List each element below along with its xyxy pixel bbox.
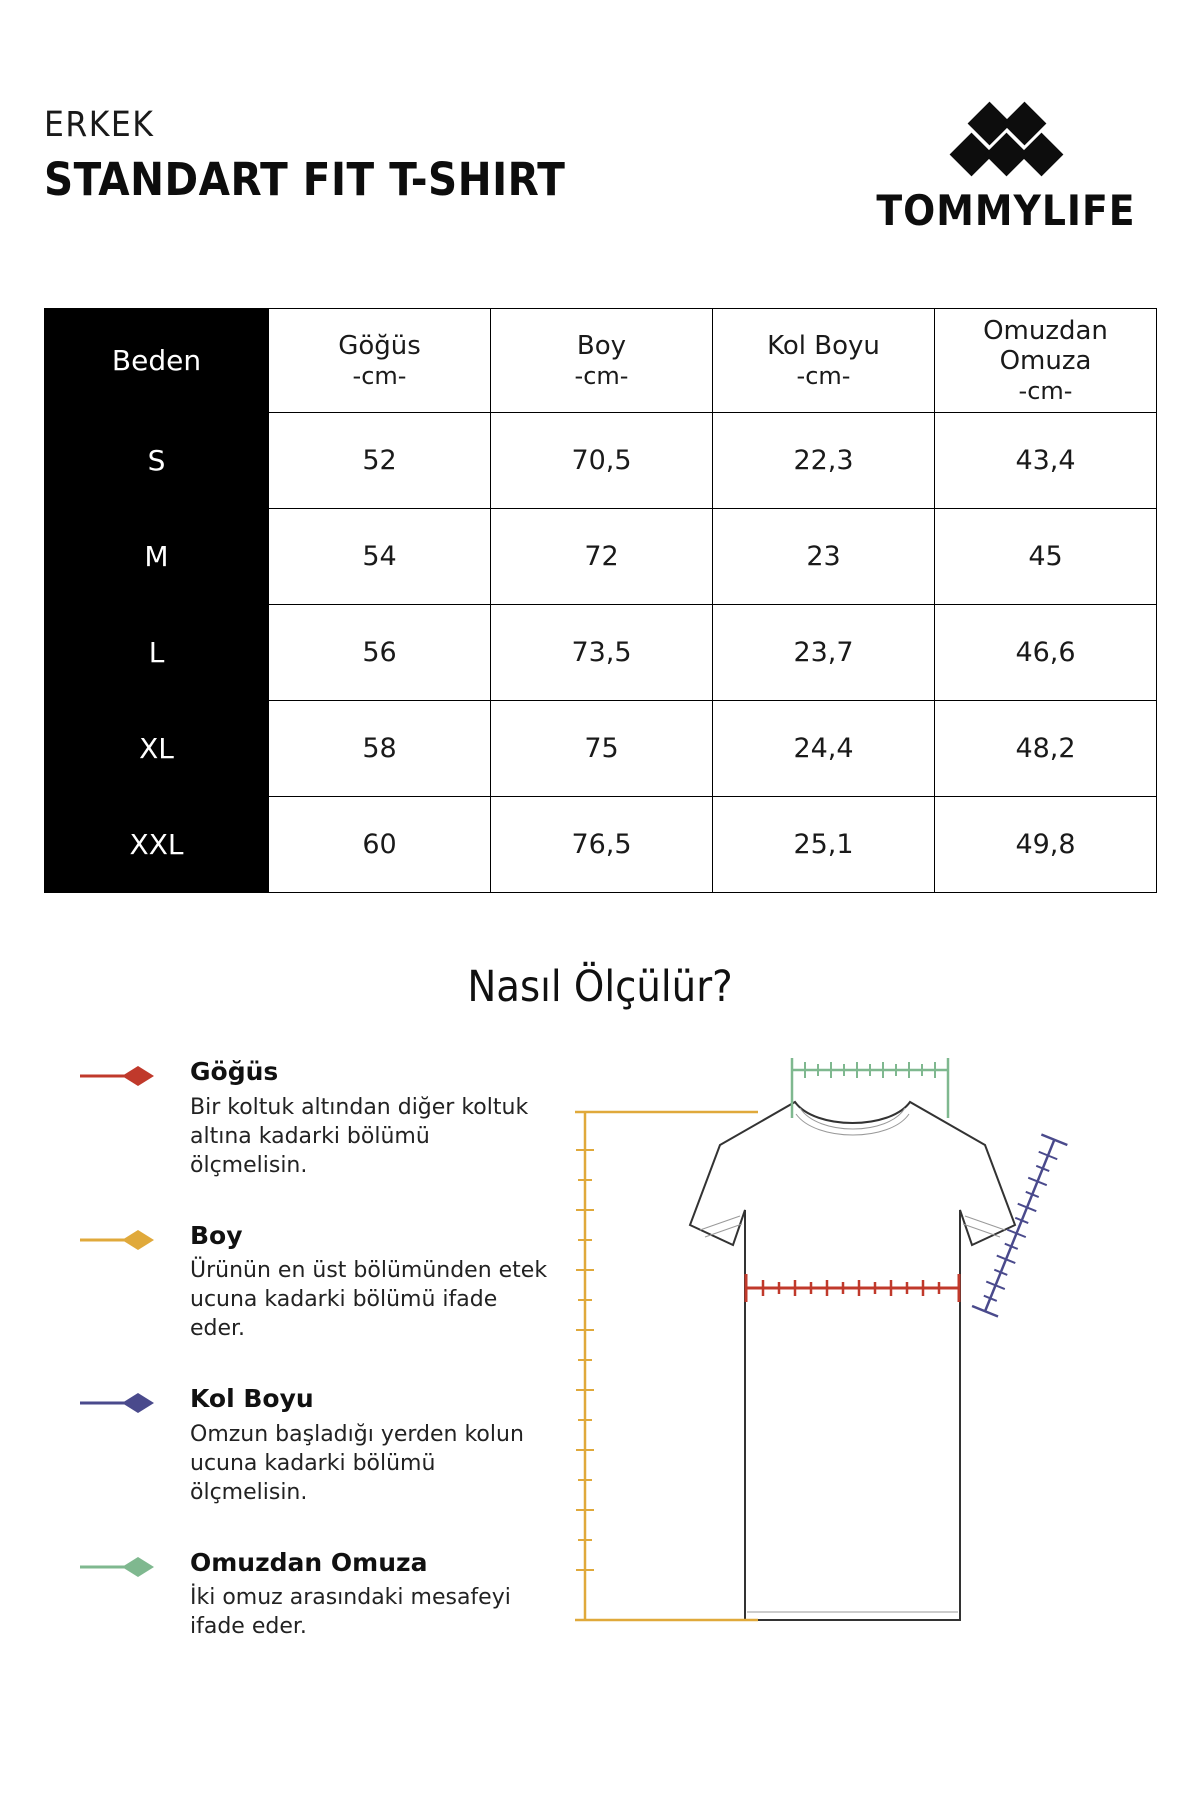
column-header-length-unit: -cm-: [574, 361, 629, 390]
cell-shoulder: 49,8: [935, 797, 1157, 893]
cell-length: 72: [491, 509, 713, 605]
table-row: [45, 509, 1157, 605]
cell-chest: 52: [269, 413, 491, 509]
length-marker-icon: [80, 1228, 172, 1252]
column-header-sleeve: [713, 309, 935, 413]
legend-item-length: [80, 1222, 550, 1344]
cell-shoulder: 48,2: [935, 701, 1157, 797]
legend-item-sleeve: [80, 1385, 550, 1507]
cell-chest: 58: [269, 701, 491, 797]
title-block: [44, 105, 566, 206]
shoulder-marker-icon: [80, 1555, 172, 1579]
legend-desc-shoulder: İki omuz arasındaki mesafeyi ifade eder.: [190, 1585, 511, 1640]
table-row: [45, 413, 1157, 509]
cell-length: 76,5: [491, 797, 713, 893]
legend-name-length: Boy: [190, 1220, 243, 1250]
legend-name-chest: Göğüs: [190, 1057, 279, 1086]
table-row: [45, 605, 1157, 701]
category-label: ERKEK: [44, 105, 155, 145]
legend-desc-chest: Bir koltuk altından diğer koltuk altına kadarki bölümü ölçmelisin.: [190, 1094, 529, 1178]
cell-size: M: [45, 509, 269, 605]
column-header-size: [45, 309, 269, 413]
sleeve-marker-icon: [80, 1391, 172, 1415]
cell-sleeve: 23: [713, 509, 935, 605]
cell-size: S: [45, 413, 269, 509]
cell-length: 70,5: [491, 413, 713, 509]
column-header-size-label: Beden: [111, 343, 202, 377]
measurement-legend: [80, 1058, 550, 1641]
cell-sleeve: 23,7: [713, 605, 935, 701]
cell-shoulder: 45: [935, 509, 1157, 605]
brand-block: [856, 94, 1156, 235]
column-header-chest: [269, 309, 491, 413]
legend-item-shoulder: [80, 1549, 550, 1642]
cell-shoulder: 46,6: [935, 605, 1157, 701]
legend-desc-sleeve: Omzun başladığı yerden kolun ucuna kadarki bölümü ölçmelisin.: [190, 1421, 524, 1505]
column-header-shoulder: [935, 309, 1157, 413]
cell-sleeve: 24,4: [713, 701, 935, 797]
cell-size: L: [45, 605, 269, 701]
table-row: [45, 701, 1157, 797]
column-header-shoulder-unit: -cm-: [1018, 377, 1073, 406]
cell-sleeve: 25,1: [713, 797, 935, 893]
cell-chest: 60: [269, 797, 491, 893]
legend-name-shoulder: Omuzdan Omuza: [190, 1547, 428, 1577]
column-header-sleeve-label: Kol Boyu: [767, 331, 880, 361]
diamond-logo-icon: [856, 94, 1156, 184]
legend-name-sleeve: Kol Boyu: [190, 1384, 314, 1414]
tshirt-diagram-svg: [560, 1040, 1160, 1660]
column-header-shoulder-label: Omuzdan Omuza: [983, 315, 1108, 377]
chest-marker-icon: [80, 1064, 172, 1088]
cell-size: XXL: [45, 797, 269, 893]
tshirt-outline-icon: [690, 1102, 1015, 1620]
cell-chest: 56: [269, 605, 491, 701]
table-header-row: [45, 309, 1157, 413]
column-header-chest-unit: -cm-: [352, 361, 407, 390]
page-header: [44, 105, 1156, 258]
column-header-length: [491, 309, 713, 413]
brand-name: TOMMYLIFE: [876, 186, 1136, 235]
table-row: [45, 797, 1157, 893]
tshirt-measurement-diagram: [560, 1040, 1160, 1660]
page-title: STANDART FIT T-SHIRT: [44, 153, 566, 206]
cell-length: 73,5: [491, 605, 713, 701]
shoulder-measure-line: [792, 1058, 948, 1118]
howto-title: Nasıl Ölçülür?: [467, 962, 733, 1012]
column-header-chest-label: Göğüs: [338, 331, 421, 361]
column-header-length-label: Boy: [576, 331, 627, 361]
cell-chest: 54: [269, 509, 491, 605]
size-table: [44, 308, 1157, 893]
column-header-sleeve-unit: -cm-: [796, 361, 851, 390]
cell-size: XL: [45, 701, 269, 797]
legend-item-chest: [80, 1058, 550, 1180]
cell-shoulder: 43,4: [935, 413, 1157, 509]
cell-length: 75: [491, 701, 713, 797]
legend-desc-length: Ürünün en üst bölümünden etek ucuna kadarki bölümü ifade eder.: [190, 1258, 548, 1342]
cell-sleeve: 22,3: [713, 413, 935, 509]
